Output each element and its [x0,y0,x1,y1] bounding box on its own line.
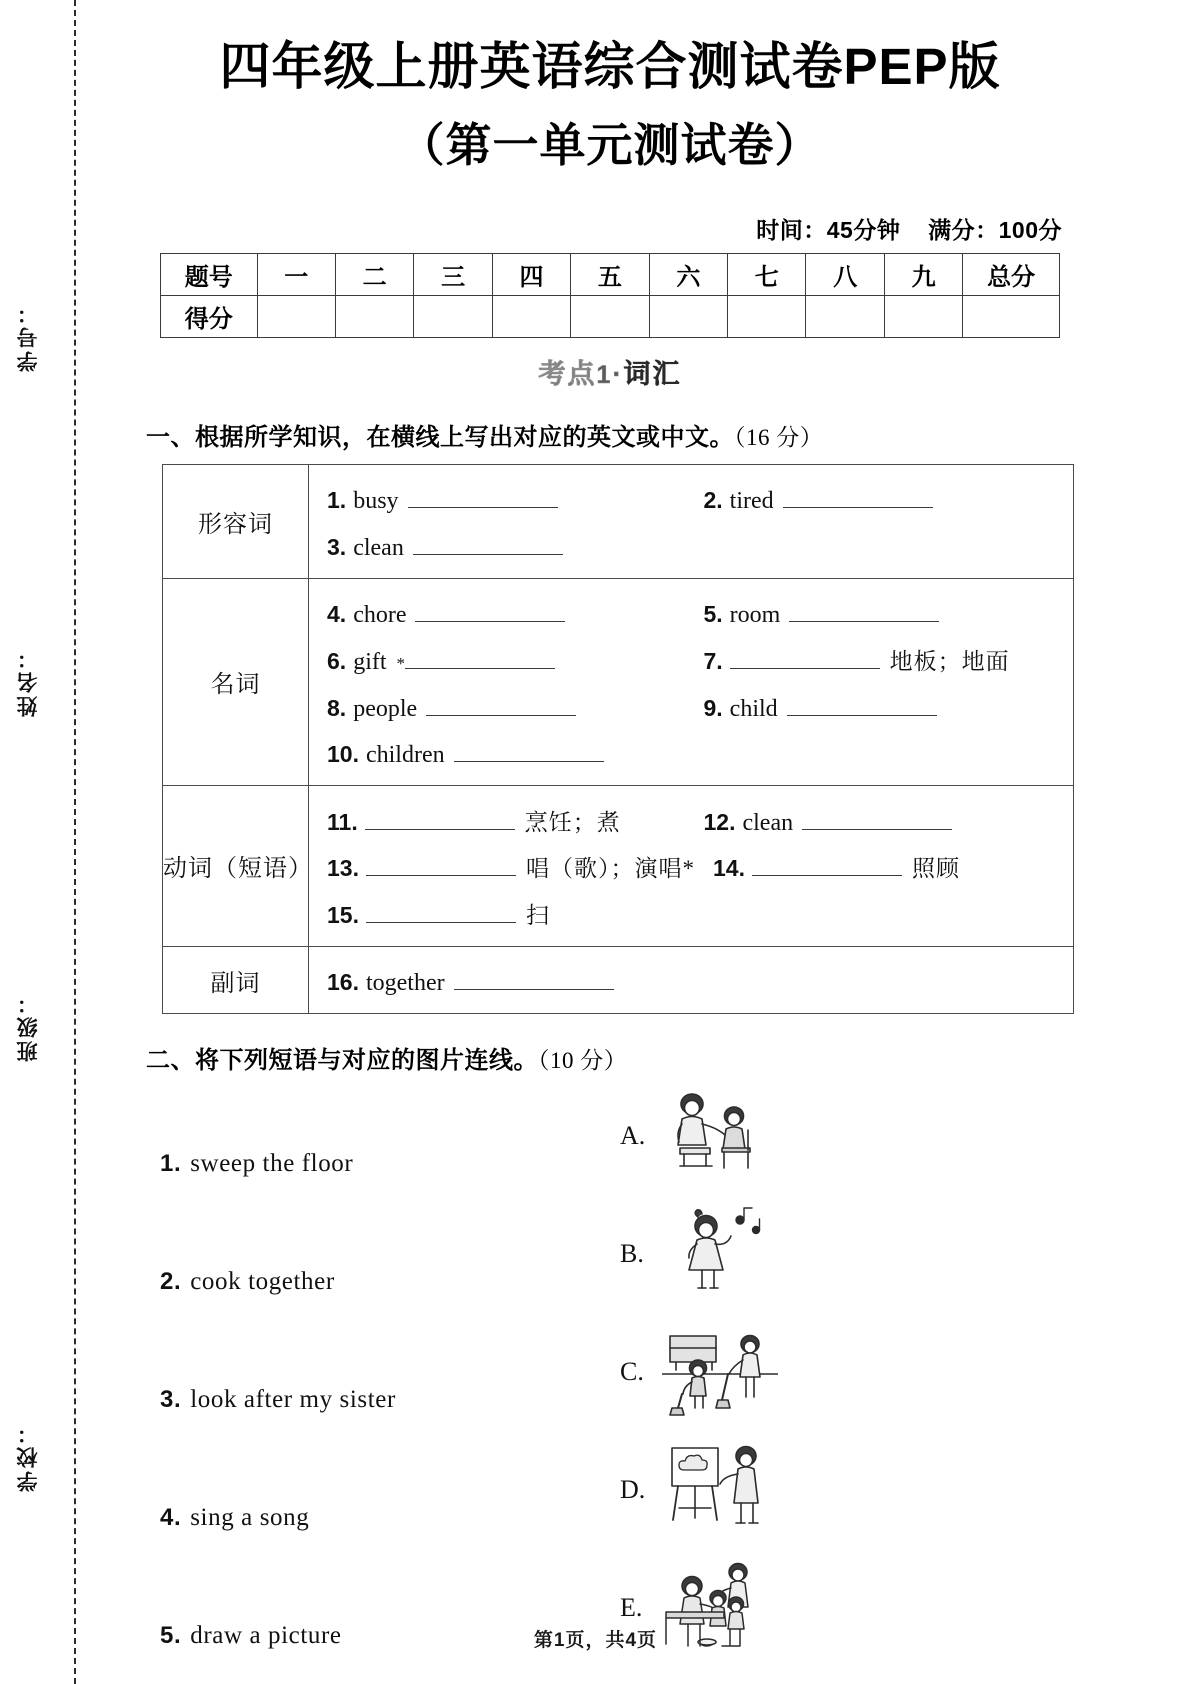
vocab-entry-5-word: room [729,602,781,629]
vocab-entry-1[interactable] [309,481,685,516]
score-input-3[interactable] [414,295,492,337]
score-col-5: 五 [571,253,649,295]
vocab-entry-7-blank[interactable] [730,641,880,669]
vocab-entry-9-word: child [729,695,778,722]
score-col-9: 九 [884,253,962,295]
matching-phrase-5-number: 5. [160,1622,182,1650]
vocab-entry-13-blank[interactable] [366,849,516,877]
section-banner-separator: · [612,358,624,389]
vocab-entry-14[interactable] [695,849,1073,884]
vocab-entry-8-number: 8. [327,694,347,721]
score-table-header-row [161,253,1060,295]
vocab-entry-11-gloss: 烹饪；煮 [524,809,621,835]
matching-phrase-4-number: 4. [160,1504,182,1532]
vocab-entry-15-blank[interactable] [366,895,516,923]
vocab-entry-10[interactable] [309,735,717,770]
page-footer: 第1页，共4页 [533,1630,658,1651]
vocab-entry-2[interactable] [685,481,1073,516]
page-subtitle: （第一单元测试卷） [398,118,822,171]
vocab-entry-13-gloss: 唱（歌）；演唱* [525,856,695,882]
vocab-entry-14-gloss: 照顾 [911,856,960,882]
look-after-sister-illustration [662,1086,778,1186]
vocab-entry-1-number: 1. [327,487,347,514]
vocab-entry-6-star-marker: * [396,653,406,673]
matching-phrase-1[interactable] [160,1105,640,1223]
vocab-line [309,475,1073,522]
side-field-student-id: 学号： [17,300,40,372]
vocab-entry-5-number: 5. [703,601,723,628]
vocab-entry-4-word: chore [353,602,407,629]
score-input-8[interactable] [806,295,884,337]
matching-phrase-4[interactable] [160,1459,640,1577]
score-input-2[interactable] [335,295,413,337]
binding-dashed-line [74,0,76,1684]
vocab-row-nouns [163,578,1074,785]
matching-phrase-2-text: cook together [190,1268,335,1296]
vocab-entry-12-word: clean [742,809,794,836]
vocab-entry-15-number: 15. [327,901,359,928]
exam-full-marks-label: 满分：100分 [928,216,1062,243]
vocab-entry-3-word: clean [353,534,404,561]
score-table-row-label-question: 题号 [161,253,258,295]
vocab-entry-6-number: 6. [327,647,347,674]
vocab-entry-4-number: 4. [327,601,347,628]
matching-phrase-2[interactable] [160,1223,640,1341]
vocab-entry-10-number: 10. [327,741,359,768]
vocab-entry-14-blank[interactable] [752,849,902,877]
score-col-7: 七 [728,253,806,295]
score-col-4: 四 [492,253,570,295]
vocab-entry-11-blank[interactable] [365,802,515,830]
vocab-entry-8-blank[interactable] [426,688,576,716]
vocab-entry-3-blank[interactable] [413,527,563,555]
vocab-category-adverb: 副词 [163,946,309,1014]
score-col-8: 八 [806,253,884,295]
vocab-entry-11[interactable] [309,802,685,837]
matching-phrase-list [160,1105,640,1684]
exam-meta [140,212,1080,245]
vocab-line [309,843,1073,890]
score-input-1[interactable] [257,295,335,337]
vocab-entry-16[interactable] [309,963,717,998]
vocab-entry-4[interactable] [309,595,685,630]
score-col-3: 三 [414,253,492,295]
matching-phrase-1-number: 1. [160,1150,182,1178]
vocab-row-adverbs [163,946,1074,1014]
matching-phrase-2-number: 2. [160,1268,182,1296]
question-1-prompt [146,417,1080,452]
vocab-entry-14-number: 14. [712,855,745,882]
vocab-entry-16-number: 16. [327,969,359,996]
vocab-entry-7-gloss: 地板；地面 [889,648,1010,674]
sing-a-song-illustration [662,1204,778,1304]
vocab-line [309,729,1073,776]
vocab-line [309,682,1073,729]
vocab-entry-13-number: 13. [327,855,359,882]
vocab-entry-7[interactable] [685,641,1073,676]
draw-a-picture-illustration [662,1440,778,1540]
matching-picture-A-letter: A. [620,1121,646,1151]
matching-phrase-3-text: look after my sister [190,1386,396,1414]
vocab-line [309,521,1073,568]
vocab-entry-4-blank[interactable] [415,595,565,623]
matching-picture-C[interactable] [620,1313,1040,1431]
matching-picture-C-letter: C. [620,1357,644,1387]
score-table [160,253,1060,338]
vocab-entry-2-number: 2. [703,487,723,514]
vocab-entry-10-blank[interactable] [454,735,604,763]
score-table-score-row [161,295,1060,337]
score-input-6[interactable] [649,295,727,337]
vocab-body-noun [309,578,1074,785]
matching-phrase-1-text: sweep the floor [190,1150,354,1178]
vocab-line [309,635,1073,682]
vocab-category-verb: 动词（短语） [163,786,309,947]
question-1-prompt-text: 一、根据所学知识，在横线上写出对应的英文或中文。 [146,423,734,451]
matching-picture-E-letter: E. [620,1593,643,1623]
vocab-entry-15[interactable] [309,895,717,930]
vocab-entry-16-word: together [365,970,445,997]
matching-picture-D[interactable] [620,1431,1040,1549]
vocab-entry-1-word: busy [353,488,399,515]
score-input-9[interactable] [884,295,962,337]
vocab-entry-9-number: 9. [703,694,723,721]
vocab-entry-12[interactable] [685,802,1073,837]
vocab-entry-10-word: children [365,742,445,769]
vocab-entry-9-blank[interactable] [787,688,937,716]
vocab-entry-6[interactable] [309,641,685,676]
score-input-total[interactable] [963,295,1060,337]
matching-exercise [140,1105,1080,1684]
vocab-line [309,889,1073,936]
side-field-name: 姓名： [17,645,40,717]
section-banner-prefix: 考点 [538,358,597,389]
score-input-5[interactable] [571,295,649,337]
side-field-school: 学校： [17,1420,40,1492]
exam-time-label: 时间：45分钟 [756,216,901,243]
vocab-entry-6-blank[interactable] [405,641,555,669]
question-2-points: （10 分） [538,1048,628,1074]
vocab-entry-15-gloss: 扫 [525,902,550,928]
vocab-entry-8[interactable] [309,688,685,723]
vocab-body-adjective [309,464,1074,578]
vocab-entry-11-number: 11. [327,808,358,835]
vocab-line [309,957,1073,1004]
vocab-line [309,589,1073,636]
matching-picture-D-letter: D. [620,1475,646,1505]
score-input-4[interactable] [492,295,570,337]
matching-picture-A[interactable] [620,1077,1040,1195]
vocab-entry-12-number: 12. [703,808,736,835]
matching-picture-B-letter: B. [620,1239,644,1269]
side-field-class: 班级： [17,990,40,1062]
question-2-prompt [146,1040,1080,1075]
matching-phrase-3-number: 3. [160,1386,182,1414]
score-col-6: 六 [649,253,727,295]
vocabulary-table [162,464,1074,1015]
vocab-entry-5-blank[interactable] [789,595,939,623]
page-title: 四年级上册英语综合测试卷PEP版 [219,38,1001,95]
matching-phrase-5-text: draw a picture [190,1622,342,1650]
section-banner-number: 1 [596,360,613,389]
vocab-entry-12-blank[interactable] [802,802,952,830]
vocab-row-adjectives [163,464,1074,578]
matching-picture-B[interactable] [620,1195,1040,1313]
question-1-points: （16 分） [734,424,824,450]
vocab-category-adjective: 形容词 [163,464,309,578]
vocab-entry-6-word: gift [353,648,387,675]
question-2-prompt-text: 二、将下列短语与对应的图片连线。 [146,1047,538,1075]
vocab-row-verbs [163,786,1074,947]
score-table-row-label-score: 得分 [161,295,258,337]
matching-phrase-4-text: sing a song [190,1504,310,1532]
vocab-entry-13[interactable] [309,849,695,884]
matching-phrase-3[interactable] [160,1341,640,1459]
vocab-entry-2-word: tired [729,488,774,515]
vocab-entry-16-blank[interactable] [454,963,614,991]
score-input-7[interactable] [728,295,806,337]
vocab-entry-7-number: 7. [703,647,723,674]
sweep-the-floor-illustration [662,1322,778,1422]
vocab-entry-5[interactable] [685,595,1073,630]
vocab-entry-9[interactable] [685,688,1073,723]
vocab-body-verb [309,786,1074,947]
vocab-entry-1-blank[interactable] [408,481,558,509]
vocab-body-adverb [309,946,1074,1014]
section-banner-name: 词汇 [623,358,682,389]
score-col-total: 总分 [963,253,1060,295]
vocab-entry-3-number: 3. [327,533,347,560]
matching-picture-list [620,1077,1040,1667]
vocab-line [309,796,1073,843]
vocab-entry-2-blank[interactable] [783,481,933,509]
section-banner [140,352,1080,391]
score-col-1: 一 [257,253,335,295]
score-col-2: 二 [335,253,413,295]
vocab-entry-3[interactable] [309,527,717,562]
vocab-category-noun: 名词 [163,578,309,785]
vocab-entry-8-word: people [353,695,418,722]
exam-content-column [140,0,1080,1684]
